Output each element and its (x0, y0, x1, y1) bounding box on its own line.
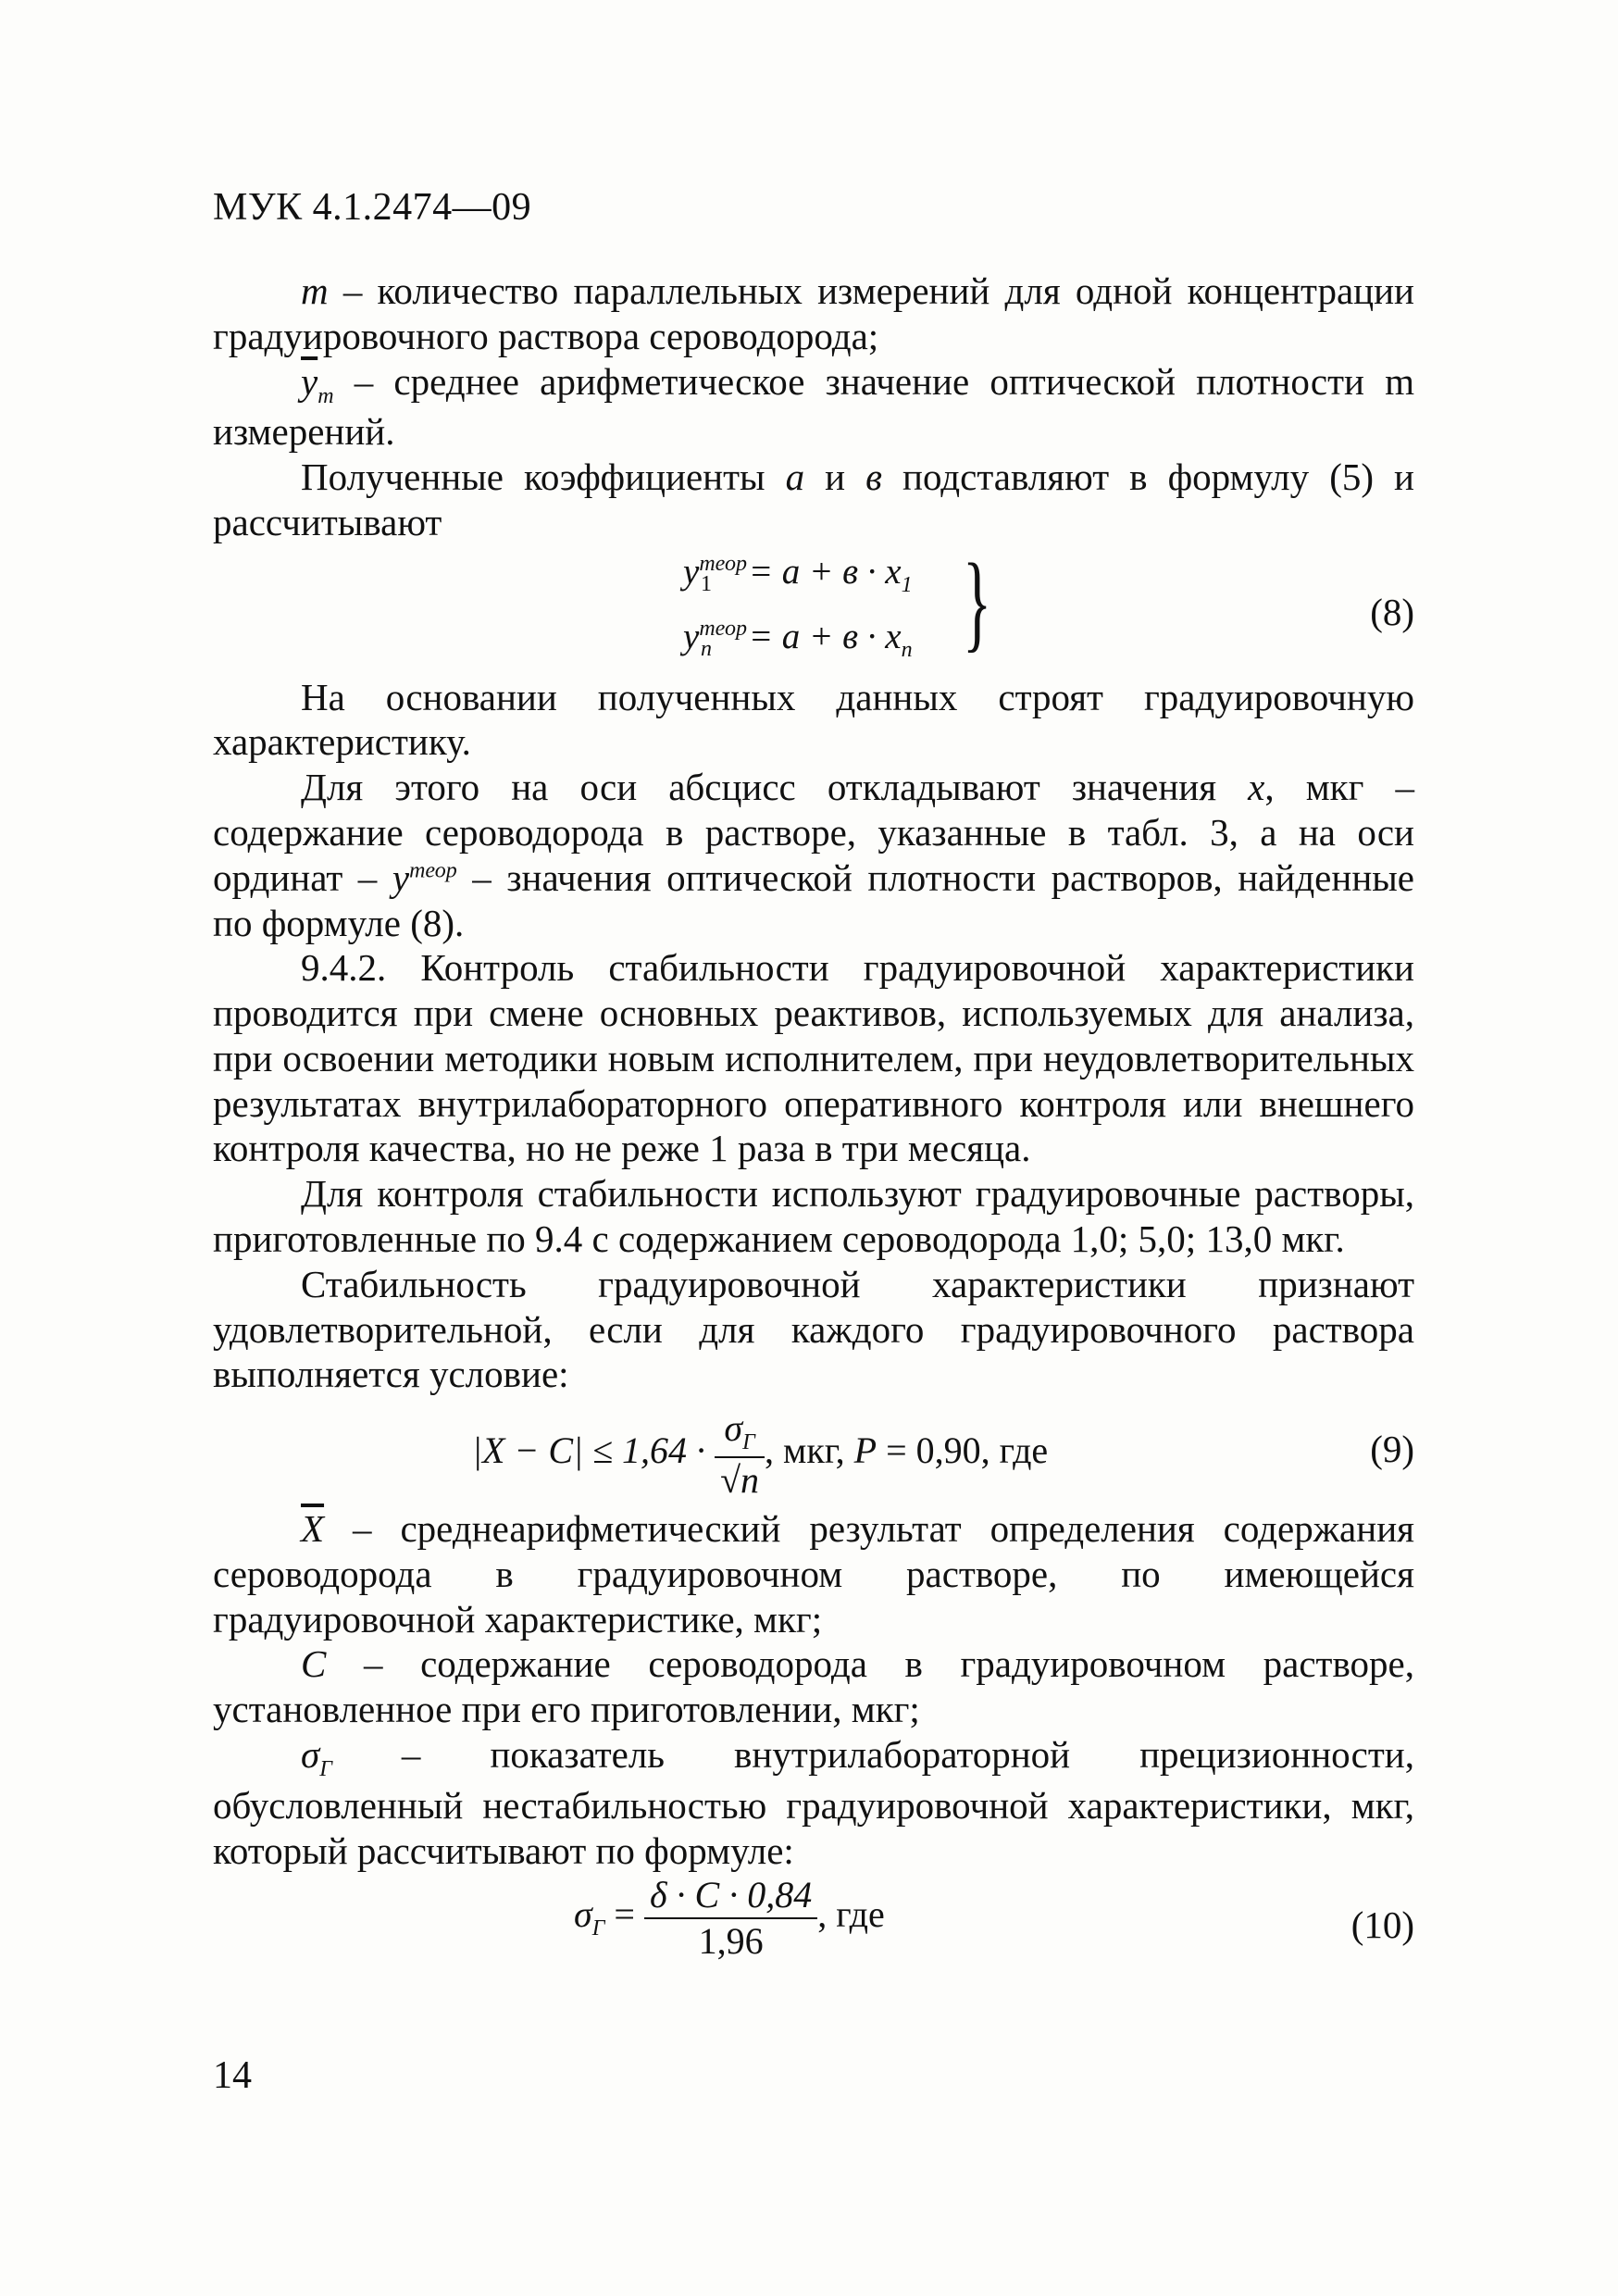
coef-text-3: подставляют в формулу (5) и рассчитывают (213, 455, 1414, 543)
definition-C-text: – содержание сероводорода в градуировочном растворе, установленное при его приготовлении, мкг; (213, 1642, 1414, 1731)
eq9-denominator: √n (720, 1458, 760, 1501)
definition-C (213, 1641, 1414, 1732)
eq9-lhs: |X − C| ≤ 1,64 · (472, 1429, 706, 1471)
eq8-row2-y: y (683, 616, 700, 656)
definition-sigma-text: – показатель внутрилабораторной прецизионности, обусловленный нестабильностью градуировочной характеристики, мкг, который рассчитывают по формуле: (213, 1733, 1414, 1872)
var-X: $\overline{X}$ (301, 1507, 325, 1551)
equation-8-brace: } (963, 540, 992, 662)
definition-sigma (213, 1732, 1414, 1873)
eq9-fraction (715, 1406, 765, 1502)
page-body (213, 268, 1414, 1984)
eq8-row1-rhs: = а + в · x (739, 551, 902, 592)
page-number: 14 (213, 2054, 252, 2097)
eq10-rest: , где (817, 1893, 885, 1936)
paragraph-control: Для контроля стабильности используют градуировочные растворы, приготовленные по 9.4 с содержанием сероводорода 1,0; 5,0; 13,0 мкг. (213, 1172, 1414, 1261)
eq9-numerator (715, 1406, 765, 1458)
coef-b: в (865, 455, 882, 499)
paragraph-axes (213, 765, 1414, 945)
equation-8 (213, 540, 1414, 675)
definition-X (213, 1506, 1414, 1641)
eq9-rest: , мкг, (765, 1429, 854, 1471)
eq10-fraction (644, 1873, 817, 1963)
eq10-denominator: 1,96 (698, 1919, 764, 1962)
eq9-p: P (853, 1429, 877, 1471)
var-sigma: σ (301, 1733, 320, 1777)
eq8-row2-sub: n (700, 637, 712, 662)
eq10-lhs: σ (574, 1893, 592, 1936)
coef-a: а (785, 455, 805, 499)
axes-y: y (392, 855, 410, 899)
equation-10-number: (10) (1350, 1903, 1414, 1947)
eq8-row1-y: y (683, 551, 700, 592)
paragraph-9-4-2: 9.4.2. Контроль стабильности градуировочной характеристики проводится при смене основных реактивов, используемых для анализа, при освоении методики новым исполнителем, при неудовлетворительных результатах внутрилабораторного оперативного контроля или внешнего контроля качества, но не реже 1 раза в три месяца. (213, 946, 1414, 1170)
equation-9 (213, 1397, 1414, 1506)
definition-X-text: – среднеарифметический результат определения содержания сероводорода в градуировочном растворе, по имеющейся градуировочной характеристике, мкг; (213, 1507, 1414, 1641)
paragraph-basis: На основании полученных данных строят градуировочную характеристику. (213, 675, 1414, 764)
eq9-num: σ (724, 1407, 743, 1450)
paragraph-coefficients (213, 455, 1414, 545)
var-m: m (301, 269, 329, 312)
eq8-row2-sup: теор (699, 616, 747, 641)
equation-10-body (574, 1873, 885, 1963)
eq10-numerator: δ · C · 0,84 (644, 1873, 817, 1919)
eq9-p-value: = 0,90, где (877, 1429, 1049, 1471)
eq8-row2-rhs: = а + в · x (739, 616, 902, 656)
eq10-lhs-sub: Г (591, 1916, 605, 1941)
equation-10 (213, 1873, 1414, 1984)
equation-8-row-1 (683, 551, 913, 598)
equation-9-body (472, 1406, 1048, 1502)
definition-ym (213, 359, 1414, 455)
equation-8-row-2 (683, 616, 913, 663)
definition-m (213, 268, 1414, 359)
var-C: C (301, 1642, 327, 1686)
eq8-row1-rhs-sub: 1 (901, 572, 913, 597)
equation-8-number: (8) (1370, 590, 1414, 633)
axes-x: х (1248, 766, 1265, 809)
axes-y-sup: теор (409, 858, 457, 883)
var-y-mean: $\overline{y}$ (301, 359, 318, 403)
definition-ym-text: – среднее арифметическое значение оптической плотности m измерений. (213, 359, 1414, 454)
paragraph-stability: Стабильность градуировочной характеристики признают удовлетворительной, если для каждого градуировочного раствора выполняется условие: (213, 1262, 1414, 1396)
document-header: МУК 4.1.2474—09 (213, 186, 532, 229)
eq8-row2-rhs-sub: n (901, 637, 913, 662)
var-sigma-sub: Г (319, 1757, 332, 1782)
axes-text-1: Для этого на оси абсцисс откладывают значения (301, 766, 1249, 809)
coef-text-1: Полученные коэффициенты (301, 455, 786, 499)
eq8-row1-sup: теор (699, 551, 747, 576)
axes-text-2: , мкг – содержание сероводорода в растворе, указанные в табл. 3, а на оси ординат – (213, 766, 1414, 899)
eq10-eq: = (604, 1893, 644, 1936)
eq9-num-sub: Г (742, 1430, 755, 1455)
eq8-row1-sub: 1 (700, 572, 712, 597)
coef-text-2: и (804, 455, 866, 499)
equation-9-number: (9) (1370, 1428, 1414, 1471)
axes-text-3: – значения оптической плотности растворов, найденные по формуле (8). (213, 855, 1414, 944)
definition-m-text: – количество параллельных измерений для одной концентрации градуировочного раствора сероводорода; (213, 269, 1414, 357)
var-y-mean-sub: m (317, 383, 334, 408)
